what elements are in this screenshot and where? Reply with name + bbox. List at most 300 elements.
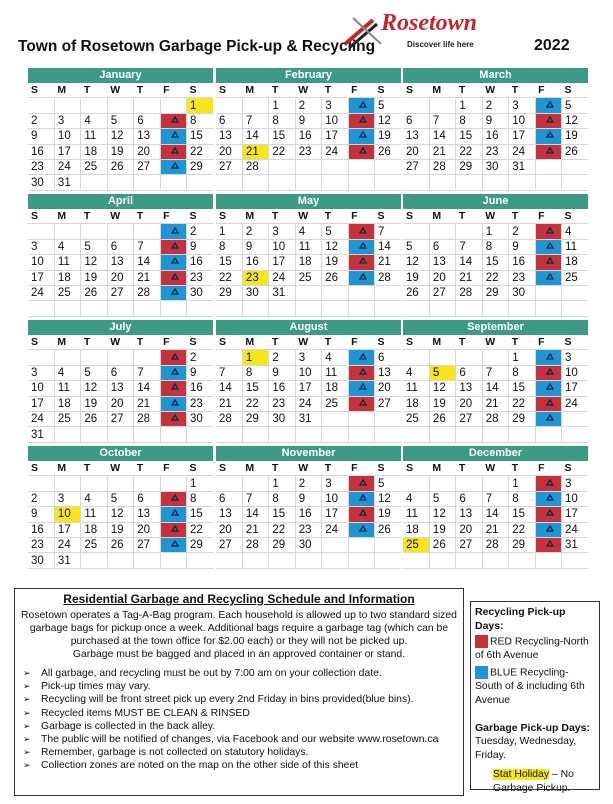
calendar-day: 5 <box>107 491 133 506</box>
recycle-icon <box>170 352 180 364</box>
empty-day <box>28 224 54 239</box>
weekday-label: T <box>456 209 482 224</box>
weekday-label: T <box>134 335 160 350</box>
empty-day <box>403 301 429 316</box>
empty-day <box>322 159 348 174</box>
calendar-day: 21 <box>482 396 508 411</box>
calendar-day: 2 <box>269 350 295 365</box>
calendar-day: 20 <box>216 144 242 159</box>
month-name: November <box>216 446 401 461</box>
calendar-day: 11 <box>403 381 429 396</box>
weekday-label: S <box>562 209 588 224</box>
red-recycling-day <box>535 144 561 159</box>
blue-bin-swatch-icon <box>475 666 488 679</box>
empty-day <box>482 476 508 491</box>
info-bullet: ➢ All garbage, and recycling must be out by 7:00 am on your collection date. <box>23 668 382 679</box>
empty-day <box>403 98 429 113</box>
calendar-day: 22 <box>269 144 295 159</box>
calendar-day: 1 <box>509 476 535 491</box>
empty-day <box>322 427 348 442</box>
calendar-day: 29 <box>187 159 213 174</box>
calendar-day: 22 <box>187 144 213 159</box>
calendar-day: 13 <box>216 507 242 522</box>
recycle-icon <box>545 256 555 268</box>
recycle-icon <box>545 272 555 284</box>
calendar-day: 15 <box>187 129 213 144</box>
calendar-day: 19 <box>81 396 107 411</box>
calendar-day: 29 <box>456 159 482 174</box>
blue-recycling-day <box>535 239 561 254</box>
empty-day <box>81 553 107 568</box>
weekday-label: M <box>54 335 80 350</box>
empty-day <box>134 350 160 365</box>
blue-recycling-day <box>160 159 186 174</box>
calendar-day: 18 <box>54 396 80 411</box>
calendar-day: 23 <box>28 159 54 174</box>
blue-recycling-day <box>160 537 186 552</box>
recycle-icon <box>358 382 368 394</box>
calendar-day: 23 <box>295 144 321 159</box>
calendar-day: 3 <box>28 365 54 380</box>
calendar-day: 28 <box>242 159 268 174</box>
red-recycling-day <box>348 476 374 491</box>
calendar-day: 12 <box>403 255 429 270</box>
weekday-label: S <box>562 83 588 98</box>
calendar-day: 14 <box>375 239 401 254</box>
calendar-day: 29 <box>187 537 213 552</box>
month-name: February <box>216 68 401 83</box>
info-bullet: ➢ Recycling will be front street pick up every 2nd Friday in bins provided(blue bins). <box>23 694 414 706</box>
calendar-day: 16 <box>509 255 535 270</box>
empty-day <box>403 350 429 365</box>
recycle-icon <box>545 382 555 394</box>
calendar-day: 4 <box>403 491 429 506</box>
calendar-day: 3 <box>322 476 348 491</box>
calendar-day: 24 <box>54 159 80 174</box>
empty-day <box>482 301 508 316</box>
weekday-label: T <box>81 209 107 224</box>
calendar-day: 18 <box>562 255 588 270</box>
calendar-day: 8 <box>242 365 268 380</box>
calendar-day: 28 <box>375 270 401 285</box>
recycle-icon <box>545 524 555 536</box>
calendar-day: 18 <box>81 522 107 537</box>
calendar-day: 3 <box>269 224 295 239</box>
info-box <box>14 588 464 796</box>
calendar-year: 2022 <box>534 37 570 54</box>
arrow-bullet-icon: ➢ <box>23 747 31 758</box>
empty-day <box>535 159 561 174</box>
calendar-day: 25 <box>562 270 588 285</box>
calendar-day: 15 <box>187 507 213 522</box>
empty-day <box>456 301 482 316</box>
empty-day <box>269 553 295 568</box>
calendar-day: 6 <box>107 239 133 254</box>
calendar-day: 26 <box>429 537 455 552</box>
calendar-day: 21 <box>242 144 268 159</box>
empty-day <box>216 301 242 316</box>
recycle-icon <box>170 524 180 536</box>
logo-wordmark: Rosetown <box>381 10 478 36</box>
calendar-day: 5 <box>81 239 107 254</box>
calendar-day: 5 <box>322 224 348 239</box>
calendar-day: 28 <box>242 537 268 552</box>
calendar-day: 6 <box>456 491 482 506</box>
calendar-day: 5 <box>375 476 401 491</box>
calendar-day: 21 <box>134 270 160 285</box>
recycle-icon <box>170 226 180 238</box>
calendar-day: 3 <box>562 476 588 491</box>
calendar-day: 11 <box>295 239 321 254</box>
weekday-label: W <box>295 83 321 98</box>
calendar-day: 10 <box>54 507 80 522</box>
weekday-label: T <box>81 83 107 98</box>
calendar-day: 16 <box>482 129 508 144</box>
weekday-label: F <box>535 83 561 98</box>
calendar-day: 26 <box>429 411 455 426</box>
calendar-day: 4 <box>322 350 348 365</box>
calendar-day: 5 <box>81 365 107 380</box>
month-name: July <box>28 320 213 335</box>
weekday-label: M <box>429 461 455 476</box>
empty-day <box>429 427 455 442</box>
calendar-day: 29 <box>216 285 242 300</box>
calendar-day: 23 <box>509 270 535 285</box>
recycle-icon <box>170 398 180 410</box>
recycle-icon <box>545 478 555 490</box>
recycle-icon <box>358 241 368 253</box>
calendar-day: 19 <box>107 522 133 537</box>
calendar-day: 15 <box>509 381 535 396</box>
empty-day <box>54 301 80 316</box>
empty-day <box>107 301 133 316</box>
weekday-label: F <box>348 335 374 350</box>
recycle-icon <box>170 146 180 158</box>
empty-day <box>134 553 160 568</box>
calendar-day: 12 <box>107 507 133 522</box>
arrow-bullet-icon: ➢ <box>23 760 31 771</box>
blue-recycling-day <box>535 98 561 113</box>
empty-day <box>403 553 429 568</box>
empty-day <box>348 411 374 426</box>
pickup-legend <box>470 601 600 794</box>
calendar-day: 20 <box>134 522 160 537</box>
calendar-day: 17 <box>562 507 588 522</box>
info-line: Garbage must be bagged and placed in an approved container or stand. <box>72 649 406 660</box>
calendar-day: 28 <box>134 411 160 426</box>
calendar-day: 13 <box>456 381 482 396</box>
arrow-bullet-icon: ➢ <box>23 720 31 731</box>
weekday-label: F <box>160 83 186 98</box>
empty-day <box>322 285 348 300</box>
calendar-day: 5 <box>429 365 455 380</box>
calendar-day: 8 <box>187 113 213 128</box>
weekday-label: S <box>28 209 54 224</box>
calendar-day: 27 <box>134 159 160 174</box>
weekday-label: T <box>81 461 107 476</box>
calendar-day: 19 <box>375 129 401 144</box>
calendar-day: 20 <box>216 522 242 537</box>
calendar-day: 23 <box>28 537 54 552</box>
weekday-label: S <box>562 335 588 350</box>
weekday-label: T <box>509 209 535 224</box>
empty-day <box>81 427 107 442</box>
empty-day <box>322 537 348 552</box>
calendar-day: 9 <box>187 365 213 380</box>
calendar-day: 9 <box>28 507 54 522</box>
calendar-day: 25 <box>81 537 107 552</box>
calendar-day: 2 <box>509 224 535 239</box>
weekday-label: T <box>322 461 348 476</box>
red-recycling-day <box>348 113 374 128</box>
empty-day <box>242 175 268 190</box>
recycle-icon <box>545 508 555 520</box>
weekday-label: F <box>348 461 374 476</box>
empty-day <box>54 476 80 491</box>
calendar-day: 24 <box>54 537 80 552</box>
empty-day <box>216 350 242 365</box>
red-recycling-day <box>348 507 374 522</box>
recycle-icon <box>545 226 555 238</box>
month-name: January <box>28 68 213 83</box>
empty-day <box>535 285 561 300</box>
calendar-day: 5 <box>107 113 133 128</box>
empty-day <box>482 427 508 442</box>
calendar-day: 9 <box>295 113 321 128</box>
calendar-day: 6 <box>429 239 455 254</box>
recycle-icon <box>170 539 180 551</box>
calendar-day: 11 <box>562 239 588 254</box>
empty-day <box>107 553 133 568</box>
weekday-label: T <box>322 209 348 224</box>
recycle-icon <box>358 256 368 268</box>
red-recycling-day <box>348 224 374 239</box>
calendar-day: 7 <box>456 239 482 254</box>
empty-day <box>429 98 455 113</box>
empty-day <box>322 175 348 190</box>
calendar-day: 23 <box>482 144 508 159</box>
empty-day <box>348 427 374 442</box>
weekday-label: S <box>216 83 242 98</box>
calendar-day: 19 <box>562 129 588 144</box>
weekday-label: T <box>81 335 107 350</box>
weekday-label: S <box>375 461 401 476</box>
red-recycling-day <box>160 411 186 426</box>
month-name: December <box>403 446 588 461</box>
empty-day <box>322 301 348 316</box>
calendar-day: 20 <box>107 396 133 411</box>
calendar-day: 30 <box>482 159 508 174</box>
calendar-day: 3 <box>54 113 80 128</box>
weekday-label: M <box>242 461 268 476</box>
calendar-day: 24 <box>509 144 535 159</box>
empty-day <box>375 301 401 316</box>
weekday-label: W <box>107 209 133 224</box>
month-july <box>28 320 213 443</box>
calendar-day: 1 <box>242 350 268 365</box>
info-paragraph <box>21 609 457 661</box>
calendar-day: 27 <box>216 159 242 174</box>
calendar-day: 7 <box>482 365 508 380</box>
calendar-day: 1 <box>269 476 295 491</box>
calendar-day: 14 <box>482 507 508 522</box>
calendar-day: 2 <box>28 113 54 128</box>
calendar-day: 28 <box>482 411 508 426</box>
weekday-label: T <box>322 83 348 98</box>
empty-day <box>54 350 80 365</box>
calendar-day: 18 <box>403 522 429 537</box>
empty-day <box>429 224 455 239</box>
calendar-day: 24 <box>322 522 348 537</box>
recycle-icon <box>545 352 555 364</box>
recycle-icon <box>358 272 368 284</box>
empty-day <box>160 553 186 568</box>
red-recycling-day <box>160 144 186 159</box>
red-recycling-day <box>160 522 186 537</box>
recycle-icon <box>170 130 180 142</box>
red-recycling-day <box>535 396 561 411</box>
red-bin-swatch-icon <box>475 635 488 648</box>
month-name: October <box>28 446 213 461</box>
calendar-day: 26 <box>403 285 429 300</box>
calendar-day: 2 <box>295 476 321 491</box>
weekday-label: W <box>107 335 133 350</box>
calendar-day: 26 <box>375 144 401 159</box>
calendar-day: 29 <box>482 285 508 300</box>
calendar-day: 25 <box>403 537 429 552</box>
calendar-day: 24 <box>28 285 54 300</box>
empty-day <box>28 98 54 113</box>
weekday-label: S <box>187 83 213 98</box>
calendar-day: 26 <box>322 270 348 285</box>
weekday-label: M <box>242 209 268 224</box>
blue-recycling-day <box>348 522 374 537</box>
calendar-day: 24 <box>322 144 348 159</box>
calendar-day: 21 <box>134 396 160 411</box>
empty-day <box>107 98 133 113</box>
calendar-day: 26 <box>375 522 401 537</box>
garbage-heading: Garbage Pick-up Days: <box>475 722 590 734</box>
calendar-day: 7 <box>482 491 508 506</box>
calendar-day: 4 <box>54 239 80 254</box>
weekday-label: W <box>295 209 321 224</box>
calendar-day: 13 <box>429 255 455 270</box>
calendar-day: 6 <box>107 365 133 380</box>
recycle-icon <box>545 493 555 505</box>
empty-day <box>375 175 401 190</box>
calendar-day: 9 <box>242 239 268 254</box>
calendar-day: 30 <box>509 285 535 300</box>
calendar-day: 7 <box>134 239 160 254</box>
calendar-day: 17 <box>28 270 54 285</box>
weekday-label: S <box>28 335 54 350</box>
empty-day <box>28 301 54 316</box>
calendar-day: 23 <box>187 396 213 411</box>
calendar-day: 30 <box>187 285 213 300</box>
empty-day <box>242 427 268 442</box>
empty-day <box>81 224 107 239</box>
empty-day <box>242 476 268 491</box>
calendar-day: 8 <box>509 365 535 380</box>
empty-day <box>535 553 561 568</box>
calendar-day: 20 <box>107 270 133 285</box>
recycle-icon <box>170 508 180 520</box>
empty-day <box>269 427 295 442</box>
calendar-day: 3 <box>562 350 588 365</box>
empty-day <box>295 285 321 300</box>
calendar-day: 12 <box>562 113 588 128</box>
calendar-day: 18 <box>54 270 80 285</box>
red-recycling-day <box>535 224 561 239</box>
recycle-icon <box>170 256 180 268</box>
weekday-label: W <box>482 83 508 98</box>
calendar-day: 7 <box>375 224 401 239</box>
calendar-day: 30 <box>295 537 321 552</box>
recycle-icon <box>358 367 368 379</box>
calendar-day: 20 <box>429 270 455 285</box>
calendar-day: 14 <box>429 129 455 144</box>
recycle-icon <box>358 352 368 364</box>
calendar-day: 26 <box>107 159 133 174</box>
calendar-day: 6 <box>216 113 242 128</box>
calendar-day: 11 <box>81 129 107 144</box>
calendar-day: 23 <box>269 396 295 411</box>
calendar-day: 13 <box>134 507 160 522</box>
weekday-label: S <box>216 461 242 476</box>
calendar-day: 21 <box>375 255 401 270</box>
calendar-day: 29 <box>509 537 535 552</box>
blue-recycling-day <box>535 411 561 426</box>
empty-day <box>28 476 54 491</box>
calendar-day: 18 <box>295 255 321 270</box>
recycle-icon <box>358 100 368 112</box>
calendar-day: 14 <box>242 129 268 144</box>
recycle-icon <box>545 241 555 253</box>
recycle-icon <box>170 272 180 284</box>
recycle-icon <box>358 478 368 490</box>
calendar-day: 4 <box>81 491 107 506</box>
weekday-label: S <box>216 209 242 224</box>
calendar-day: 21 <box>456 270 482 285</box>
arrow-bullet-icon: ➢ <box>23 734 31 745</box>
calendar-day: 3 <box>322 98 348 113</box>
legend-red: RED Recycling-North of 6th Avenue <box>475 636 589 661</box>
calendar-day: 7 <box>242 491 268 506</box>
empty-day <box>562 159 588 174</box>
calendar-day: 12 <box>375 113 401 128</box>
empty-day <box>187 427 213 442</box>
calendar-day: 16 <box>295 507 321 522</box>
blue-recycling-day <box>348 270 374 285</box>
recycle-icon <box>358 524 368 536</box>
calendar-day: 9 <box>509 239 535 254</box>
calendar-day: 2 <box>28 491 54 506</box>
empty-day <box>429 175 455 190</box>
weekday-label: F <box>160 335 186 350</box>
empty-day <box>482 175 508 190</box>
recycle-icon <box>545 146 555 158</box>
calendar-day: 6 <box>134 491 160 506</box>
calendar-day: 27 <box>107 411 133 426</box>
empty-day <box>81 98 107 113</box>
month-name: June <box>403 194 588 209</box>
empty-day <box>269 301 295 316</box>
red-recycling-day <box>535 537 561 552</box>
empty-day <box>429 301 455 316</box>
blue-recycling-day <box>160 365 186 380</box>
empty-day <box>375 159 401 174</box>
calendar-day: 28 <box>429 159 455 174</box>
